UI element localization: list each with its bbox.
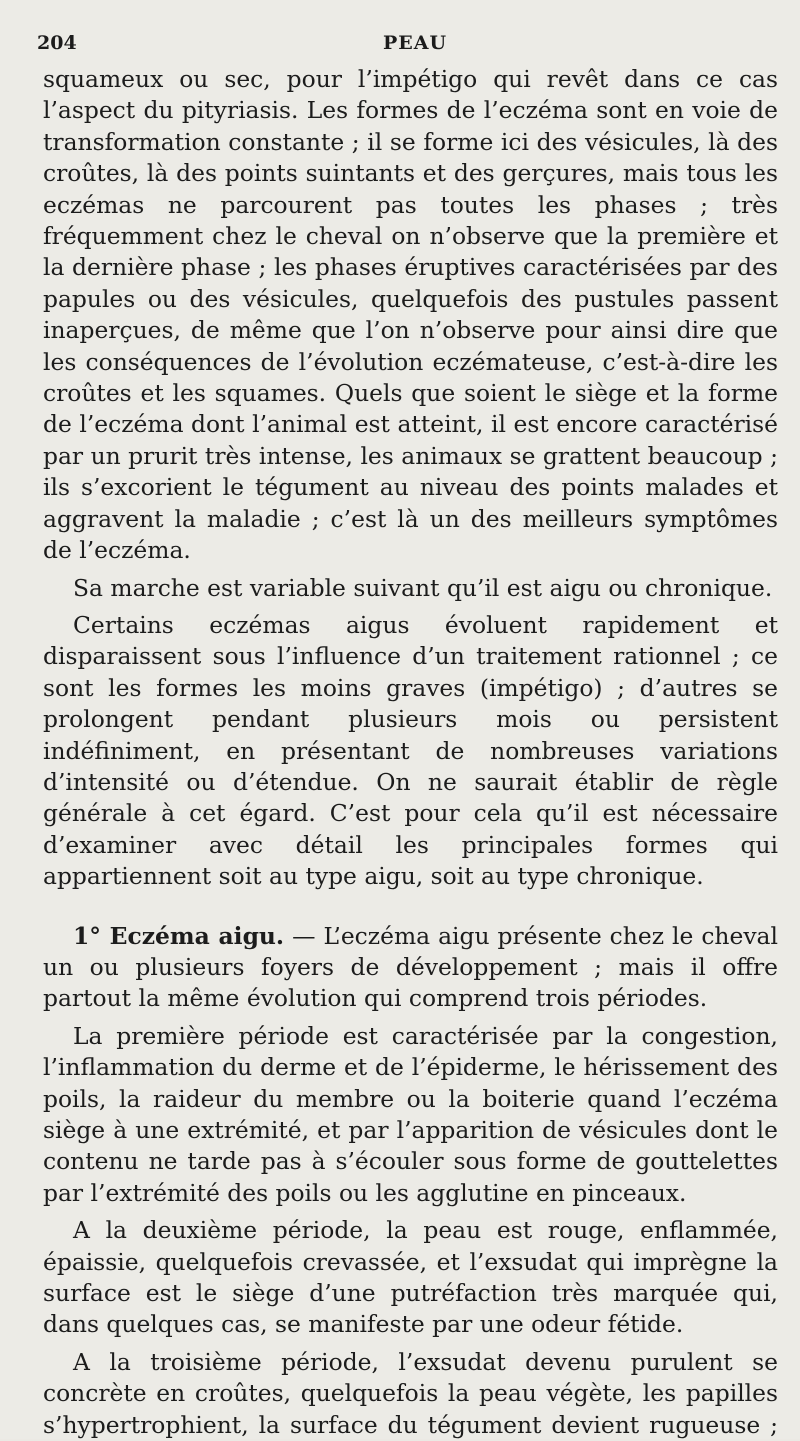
page-number: 204 — [37, 32, 77, 54]
section-heading: 1° Eczéma aigu. — [73, 921, 285, 950]
paragraph-premiere-periode: La première période est caractérisée par la congestion, l’inflammation du derme et de l’épiderme, le hérissement des poils, la raideur du membre ou la boiterie quand l’eczéma siège à une extrémité, et par l’apparition de vésicules dont le contenu ne tarde pas à s’écouler sous forme de gouttelettes par l’extrémité des poils ou les agglutine en pinceaux. — [43, 1021, 778, 1207]
paragraph-eczema-forms: squameux ou sec, pour l’impétigo qui revêt dans ce cas l’aspect du pityriasis. Les formes de l’eczéma sont en voie de transformation constante ; il se forme ici des vésicules, là des croûtes, là des points suintants et des gerçures, mais tous les eczémas ne parcourent pas toutes les phases ; très fréquemment chez le cheval on n’observe que la première et la dernière phase ; les phases éruptives caractérisées par des papules ou des vésicules, quelquefois des pustules passent inaperçues, de même que l’on n’observe pour ainsi dire que les conséquences de l’évolution eczémateuse, c’est-à-dire les croûtes et les squames. Quels que soient le siège et la forme de l’eczéma dont l’animal est atteint, il est encore caractérisé par un prurit très intense, les animaux se grattent beaucoup ; ils s’excorient le tégument au niveau des points malades et aggravent la maladie ; c’est là un des meilleurs symptômes de l’eczéma. — [43, 65, 778, 565]
section-intro-text: — L’eczéma aigu présente chez le cheval un ou plusieurs foyers de développement ; mais il offre partout la même évolution qui comprend trois périodes. — [43, 921, 778, 1013]
paragraph-deuxieme-periode: A la deuxième période, la peau est rouge, enflammée, épaissie, quelquefois crevassée, et l’exsudat qui imprègne la surface est le siège d’une putréfaction très marquée qui, dans quelques cas, se manifeste par une odeur fétide. — [43, 1216, 778, 1339]
running-header — [37, 30, 778, 64]
paragraph-troisieme-periode: A la troisième période, l’exsudat devenu purulent se concrète en croûtes, quelquefois la peau végète, les papilles s’hypertrophient, la surface du tégument devient rugueuse ; — [43, 1347, 778, 1439]
running-title: PEAU — [383, 32, 448, 54]
paragraph-eczemas-aigus: Certains eczémas aigus évoluent rapidement et disparaissent sous l’influence d’un traitement rationnel ; ce sont les formes les moins graves (impétigo) ; d’autres se prolongent pendant plusieurs mois ou persistent indéfiniment, en présentant de nombreuses variations d’intensité ou d’étendue. On ne saurait établir de règle générale à cet égard. C’est pour cela qu’il est nécessaire d’examiner avec détail les principales formes qui appartiennent soit au type aigu, soit au type chronique. — [43, 610, 778, 891]
paragraph-marche: Sa marche est variable suivant qu’il est aigu ou chronique. — [73, 573, 773, 602]
paragraph-eczema-aigu — [43, 921, 778, 1015]
